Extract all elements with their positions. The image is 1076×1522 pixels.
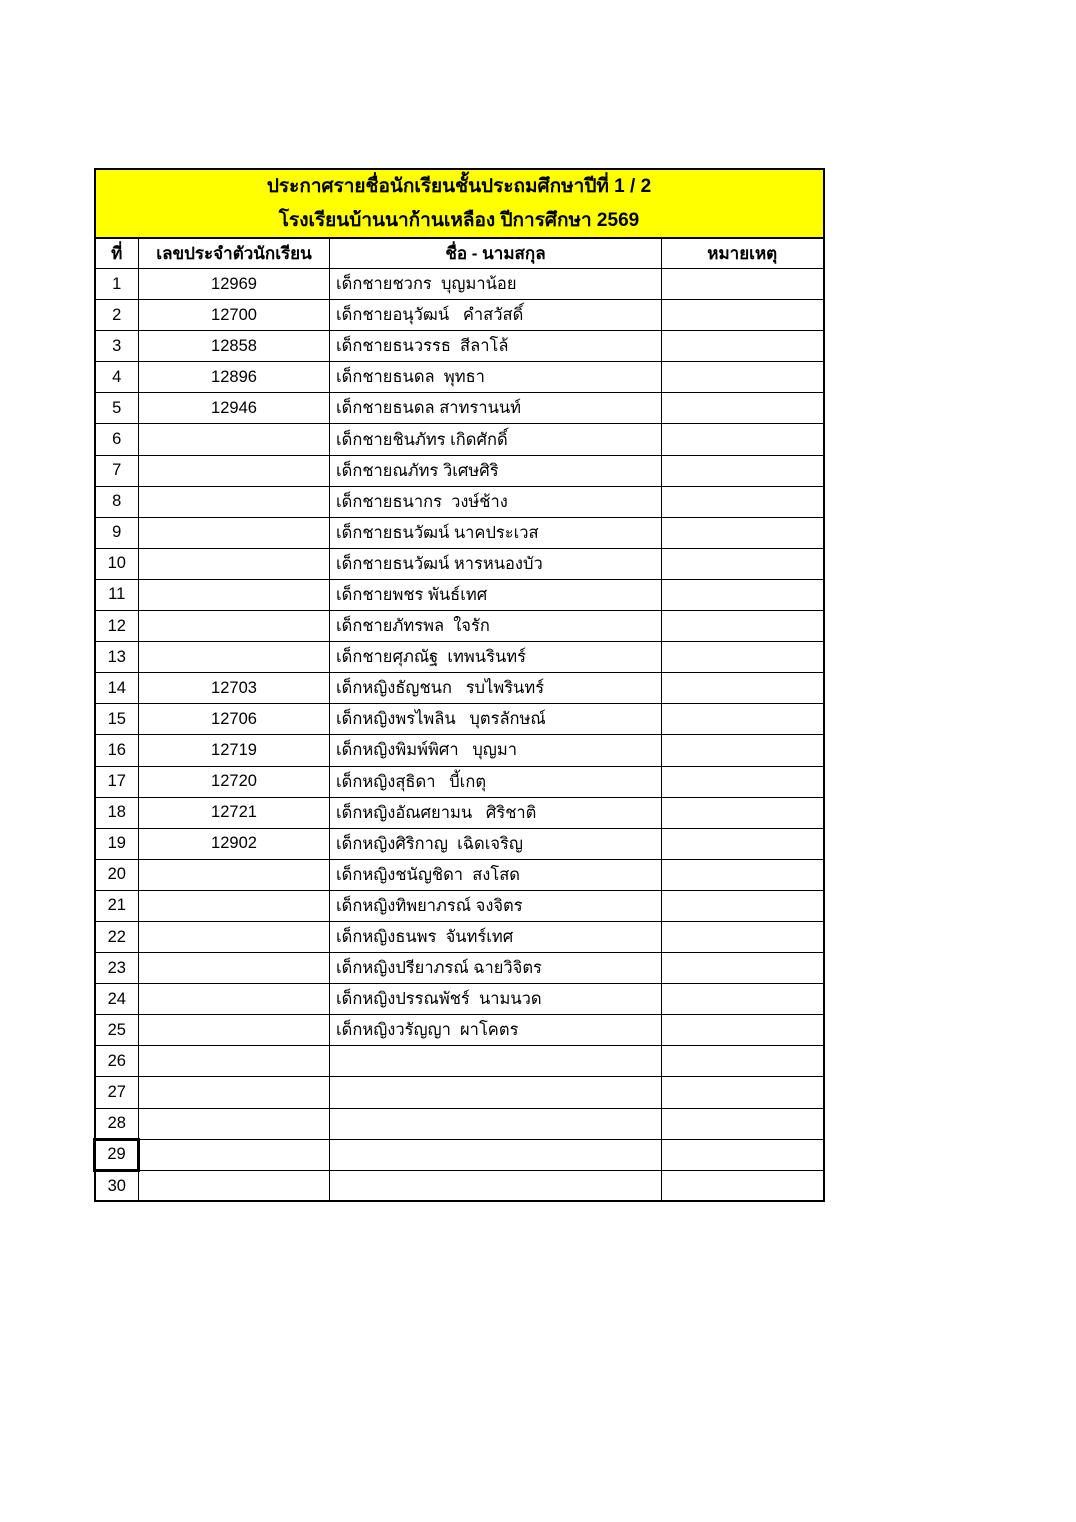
student-id-cell[interactable]: 12720 bbox=[139, 766, 330, 797]
row-number-cell[interactable]: 17 bbox=[95, 766, 139, 797]
table-row bbox=[95, 517, 824, 548]
table-row bbox=[95, 673, 824, 704]
row-number-cell[interactable]: 30 bbox=[95, 1170, 139, 1201]
note-cell[interactable] bbox=[662, 921, 824, 952]
note-cell[interactable] bbox=[662, 1015, 824, 1046]
col-header-note: หมายเหตุ bbox=[662, 238, 824, 269]
student-id-cell[interactable] bbox=[139, 548, 330, 579]
student-name-cell[interactable]: เด็กชายธนดล พุทธา bbox=[330, 362, 662, 393]
row-number-cell[interactable]: 15 bbox=[95, 704, 139, 735]
school-and-year-title: โรงเรียนบ้านนาก้านเหลือง ปีการศึกษา 2569 bbox=[278, 209, 640, 231]
student-id-cell[interactable] bbox=[139, 579, 330, 610]
student-id-cell[interactable] bbox=[139, 984, 330, 1015]
note-cell[interactable] bbox=[662, 828, 824, 859]
row-number-cell[interactable]: 3 bbox=[95, 331, 139, 362]
student-name-cell[interactable] bbox=[330, 1077, 662, 1108]
note-cell[interactable] bbox=[662, 704, 824, 735]
student-name-cell[interactable]: เด็กหญิงธัญชนก รบไพรินทร์ bbox=[330, 673, 662, 704]
student-id-cell[interactable] bbox=[139, 890, 330, 921]
student-name-cell[interactable]: เด็กหญิงปรรณพัชร์ นามนวด bbox=[330, 984, 662, 1015]
row-number-cell[interactable]: 12 bbox=[95, 611, 139, 642]
student-name-cell[interactable]: เด็กหญิงธนพร จันทร์เทศ bbox=[330, 921, 662, 952]
table-row bbox=[95, 642, 824, 673]
note-cell[interactable] bbox=[662, 766, 824, 797]
table-row bbox=[95, 984, 824, 1015]
table-row bbox=[95, 890, 824, 921]
student-name-cell[interactable]: เด็กหญิงปรียาภรณ์ ฉายวิจิตร bbox=[330, 953, 662, 984]
row-number-cell[interactable]: 1 bbox=[95, 269, 139, 300]
table-row bbox=[95, 704, 824, 735]
row-number-cell[interactable]: 11 bbox=[95, 579, 139, 610]
note-cell[interactable] bbox=[662, 859, 824, 890]
row-number-cell[interactable]: 23 bbox=[95, 953, 139, 984]
table-row bbox=[95, 1015, 824, 1046]
student-name-cell[interactable]: เด็กชายชวกร บุญมาน้อย bbox=[330, 269, 662, 300]
note-cell[interactable] bbox=[662, 735, 824, 766]
student-id-cell[interactable] bbox=[139, 1139, 330, 1170]
student-id-cell[interactable]: 12719 bbox=[139, 735, 330, 766]
row-number-cell[interactable]: 20 bbox=[95, 859, 139, 890]
student-name-cell[interactable] bbox=[330, 1046, 662, 1077]
row-number-cell[interactable]: 19 bbox=[95, 828, 139, 859]
student-id-cell[interactable]: 12902 bbox=[139, 828, 330, 859]
student-id-cell[interactable] bbox=[139, 642, 330, 673]
student-name-cell[interactable]: เด็กชายภัทรพล ใจรัก bbox=[330, 611, 662, 642]
table-row bbox=[95, 828, 824, 859]
table-row bbox=[95, 486, 824, 517]
student-name-cell[interactable]: เด็กหญิงชนัญชิดา สงโสด bbox=[330, 859, 662, 890]
student-name-cell[interactable] bbox=[330, 1139, 662, 1170]
row-number-cell[interactable]: 13 bbox=[95, 642, 139, 673]
row-number-cell[interactable]: 4 bbox=[95, 362, 139, 393]
col-header-no: ที่ bbox=[95, 238, 139, 269]
col-header-student-id: เลขประจำตัวนักเรียน bbox=[139, 238, 330, 269]
row-number-cell[interactable]: 5 bbox=[95, 393, 139, 424]
student-name-cell[interactable]: เด็กชายณภัทร วิเศษศิริ bbox=[330, 455, 662, 486]
note-cell[interactable] bbox=[662, 548, 824, 579]
row-number-cell[interactable]: 10 bbox=[95, 548, 139, 579]
student-id-cell[interactable] bbox=[139, 1046, 330, 1077]
announcement-title: ประกาศรายชื่อนักเรียนชั้นประถมศึกษาปีที่ 1 / 2 bbox=[266, 176, 652, 197]
table-row bbox=[95, 362, 824, 393]
table-row bbox=[95, 1077, 824, 1108]
table-row bbox=[95, 735, 824, 766]
table-row bbox=[95, 424, 824, 455]
note-cell[interactable] bbox=[662, 269, 824, 300]
student-name-cell[interactable]: เด็กชายธนากร วงษ์ช้าง bbox=[330, 486, 662, 517]
table-row bbox=[95, 1046, 824, 1077]
table-row bbox=[95, 766, 824, 797]
note-cell[interactable] bbox=[662, 1108, 824, 1139]
note-cell[interactable] bbox=[662, 579, 824, 610]
note-cell[interactable] bbox=[662, 362, 824, 393]
student-id-cell[interactable] bbox=[139, 611, 330, 642]
row-number-cell[interactable]: 14 bbox=[95, 673, 139, 704]
student-id-cell[interactable]: 12896 bbox=[139, 362, 330, 393]
table-row bbox=[95, 269, 824, 300]
student-name-cell[interactable]: เด็กชายธนวรรธ สีลาโล้ bbox=[330, 331, 662, 362]
note-cell[interactable] bbox=[662, 300, 824, 331]
title-block bbox=[95, 169, 824, 238]
note-cell[interactable] bbox=[662, 1077, 824, 1108]
note-cell[interactable] bbox=[662, 517, 824, 548]
student-id-cell[interactable]: 12969 bbox=[139, 269, 330, 300]
row-number-cell[interactable]: 21 bbox=[95, 890, 139, 921]
note-cell[interactable] bbox=[662, 1139, 824, 1170]
student-name-cell[interactable]: เด็กหญิงพิมพ์พิศา บุญมา bbox=[330, 735, 662, 766]
student-id-cell[interactable]: 12721 bbox=[139, 797, 330, 828]
student-name-cell[interactable]: เด็กชายพชร พันธ์เทศ bbox=[330, 579, 662, 610]
row-number-cell[interactable]: 24 bbox=[95, 984, 139, 1015]
table-row bbox=[95, 953, 824, 984]
row-number-cell[interactable]: 2 bbox=[95, 300, 139, 331]
student-id-cell[interactable] bbox=[139, 1108, 330, 1139]
note-cell[interactable] bbox=[662, 953, 824, 984]
row-number-cell[interactable]: 16 bbox=[95, 735, 139, 766]
student-name-cell[interactable]: เด็กหญิงสุธิดา บี้เกตุ bbox=[330, 766, 662, 797]
row-number-cell[interactable]: 9 bbox=[95, 517, 139, 548]
student-id-cell[interactable] bbox=[139, 455, 330, 486]
table-row bbox=[95, 455, 824, 486]
student-name-cell[interactable]: เด็กชายธนวัฒน์ หารหนองบัว bbox=[330, 548, 662, 579]
student-id-cell[interactable]: 12858 bbox=[139, 331, 330, 362]
student-name-cell[interactable] bbox=[330, 1108, 662, 1139]
student-name-cell[interactable]: เด็กหญิงทิพยาภรณ์ จงจิตร bbox=[330, 890, 662, 921]
student-id-cell[interactable]: 12706 bbox=[139, 704, 330, 735]
student-id-cell[interactable] bbox=[139, 859, 330, 890]
table-row bbox=[95, 1139, 824, 1170]
student-id-cell[interactable] bbox=[139, 424, 330, 455]
table-row bbox=[95, 579, 824, 610]
student-id-cell[interactable] bbox=[139, 1015, 330, 1046]
student-id-cell[interactable]: 12700 bbox=[139, 300, 330, 331]
table-row bbox=[95, 921, 824, 952]
note-cell[interactable] bbox=[662, 331, 824, 362]
note-cell[interactable] bbox=[662, 984, 824, 1015]
row-number-cell[interactable]: 27 bbox=[95, 1077, 139, 1108]
row-number-cell[interactable]: 8 bbox=[95, 486, 139, 517]
student-id-cell[interactable] bbox=[139, 1077, 330, 1108]
note-cell[interactable] bbox=[662, 673, 824, 704]
note-cell[interactable] bbox=[662, 1046, 824, 1077]
row-number-cell[interactable]: 26 bbox=[95, 1046, 139, 1077]
student-name-cell[interactable]: เด็กชายศุภณัฐ เทพนรินทร์ bbox=[330, 642, 662, 673]
student-id-cell[interactable] bbox=[139, 486, 330, 517]
table-row bbox=[95, 1170, 824, 1201]
table-row bbox=[95, 611, 824, 642]
table-row bbox=[95, 331, 824, 362]
row-number-cell[interactable]: 22 bbox=[95, 921, 139, 952]
table-body bbox=[95, 269, 824, 1202]
student-name-cell[interactable]: เด็กหญิงศิริกาญ เฉิดเจริญ bbox=[330, 828, 662, 859]
student-name-cell[interactable]: เด็กชายอนุวัฒน์ คำสวัสดิ์ bbox=[330, 300, 662, 331]
note-cell[interactable] bbox=[662, 797, 824, 828]
student-id-cell[interactable] bbox=[139, 1170, 330, 1201]
title-row bbox=[95, 169, 824, 238]
student-name-cell[interactable]: เด็กชายชินภัทร เกิดศักดิ์ bbox=[330, 424, 662, 455]
student-name-cell[interactable]: เด็กหญิงพรไพลิน บุตรลักษณ์ bbox=[330, 704, 662, 735]
note-cell[interactable] bbox=[662, 1170, 824, 1201]
active-cell-cursor[interactable]: 29 bbox=[95, 1139, 139, 1170]
row-number-cell[interactable]: 6 bbox=[95, 424, 139, 455]
table-row bbox=[95, 797, 824, 828]
table-row bbox=[95, 859, 824, 890]
student-name-cell[interactable] bbox=[330, 1170, 662, 1201]
note-cell[interactable] bbox=[662, 486, 824, 517]
note-cell[interactable] bbox=[662, 455, 824, 486]
student-id-cell[interactable]: 12946 bbox=[139, 393, 330, 424]
table-row bbox=[95, 1108, 824, 1139]
student-name-cell[interactable]: เด็กหญิงวรัญญา ผาโคตร bbox=[330, 1015, 662, 1046]
row-number-cell[interactable]: 18 bbox=[95, 797, 139, 828]
row-number-cell[interactable]: 25 bbox=[95, 1015, 139, 1046]
note-cell[interactable] bbox=[662, 611, 824, 642]
column-header-row bbox=[95, 238, 824, 269]
student-id-cell[interactable] bbox=[139, 921, 330, 952]
note-cell[interactable] bbox=[662, 424, 824, 455]
row-number-cell[interactable]: 7 bbox=[95, 455, 139, 486]
student-name-cell[interactable]: เด็กชายธนดล สาทรานนท์ bbox=[330, 393, 662, 424]
note-cell[interactable] bbox=[662, 393, 824, 424]
table-row bbox=[95, 393, 824, 424]
student-list-table bbox=[93, 168, 825, 1202]
student-name-cell[interactable]: เด็กชายธนวัฒน์ นาคประเวส bbox=[330, 517, 662, 548]
student-name-cell[interactable]: เด็กหญิงอัณศยามน ศิริชาติ bbox=[330, 797, 662, 828]
note-cell[interactable] bbox=[662, 642, 824, 673]
note-cell[interactable] bbox=[662, 890, 824, 921]
student-id-cell[interactable] bbox=[139, 953, 330, 984]
table-row bbox=[95, 548, 824, 579]
student-id-cell[interactable] bbox=[139, 517, 330, 548]
col-header-name: ชื่อ - นามสกุล bbox=[330, 238, 662, 269]
student-id-cell[interactable]: 12703 bbox=[139, 673, 330, 704]
table-row bbox=[95, 300, 824, 331]
row-number-cell[interactable]: 28 bbox=[95, 1108, 139, 1139]
